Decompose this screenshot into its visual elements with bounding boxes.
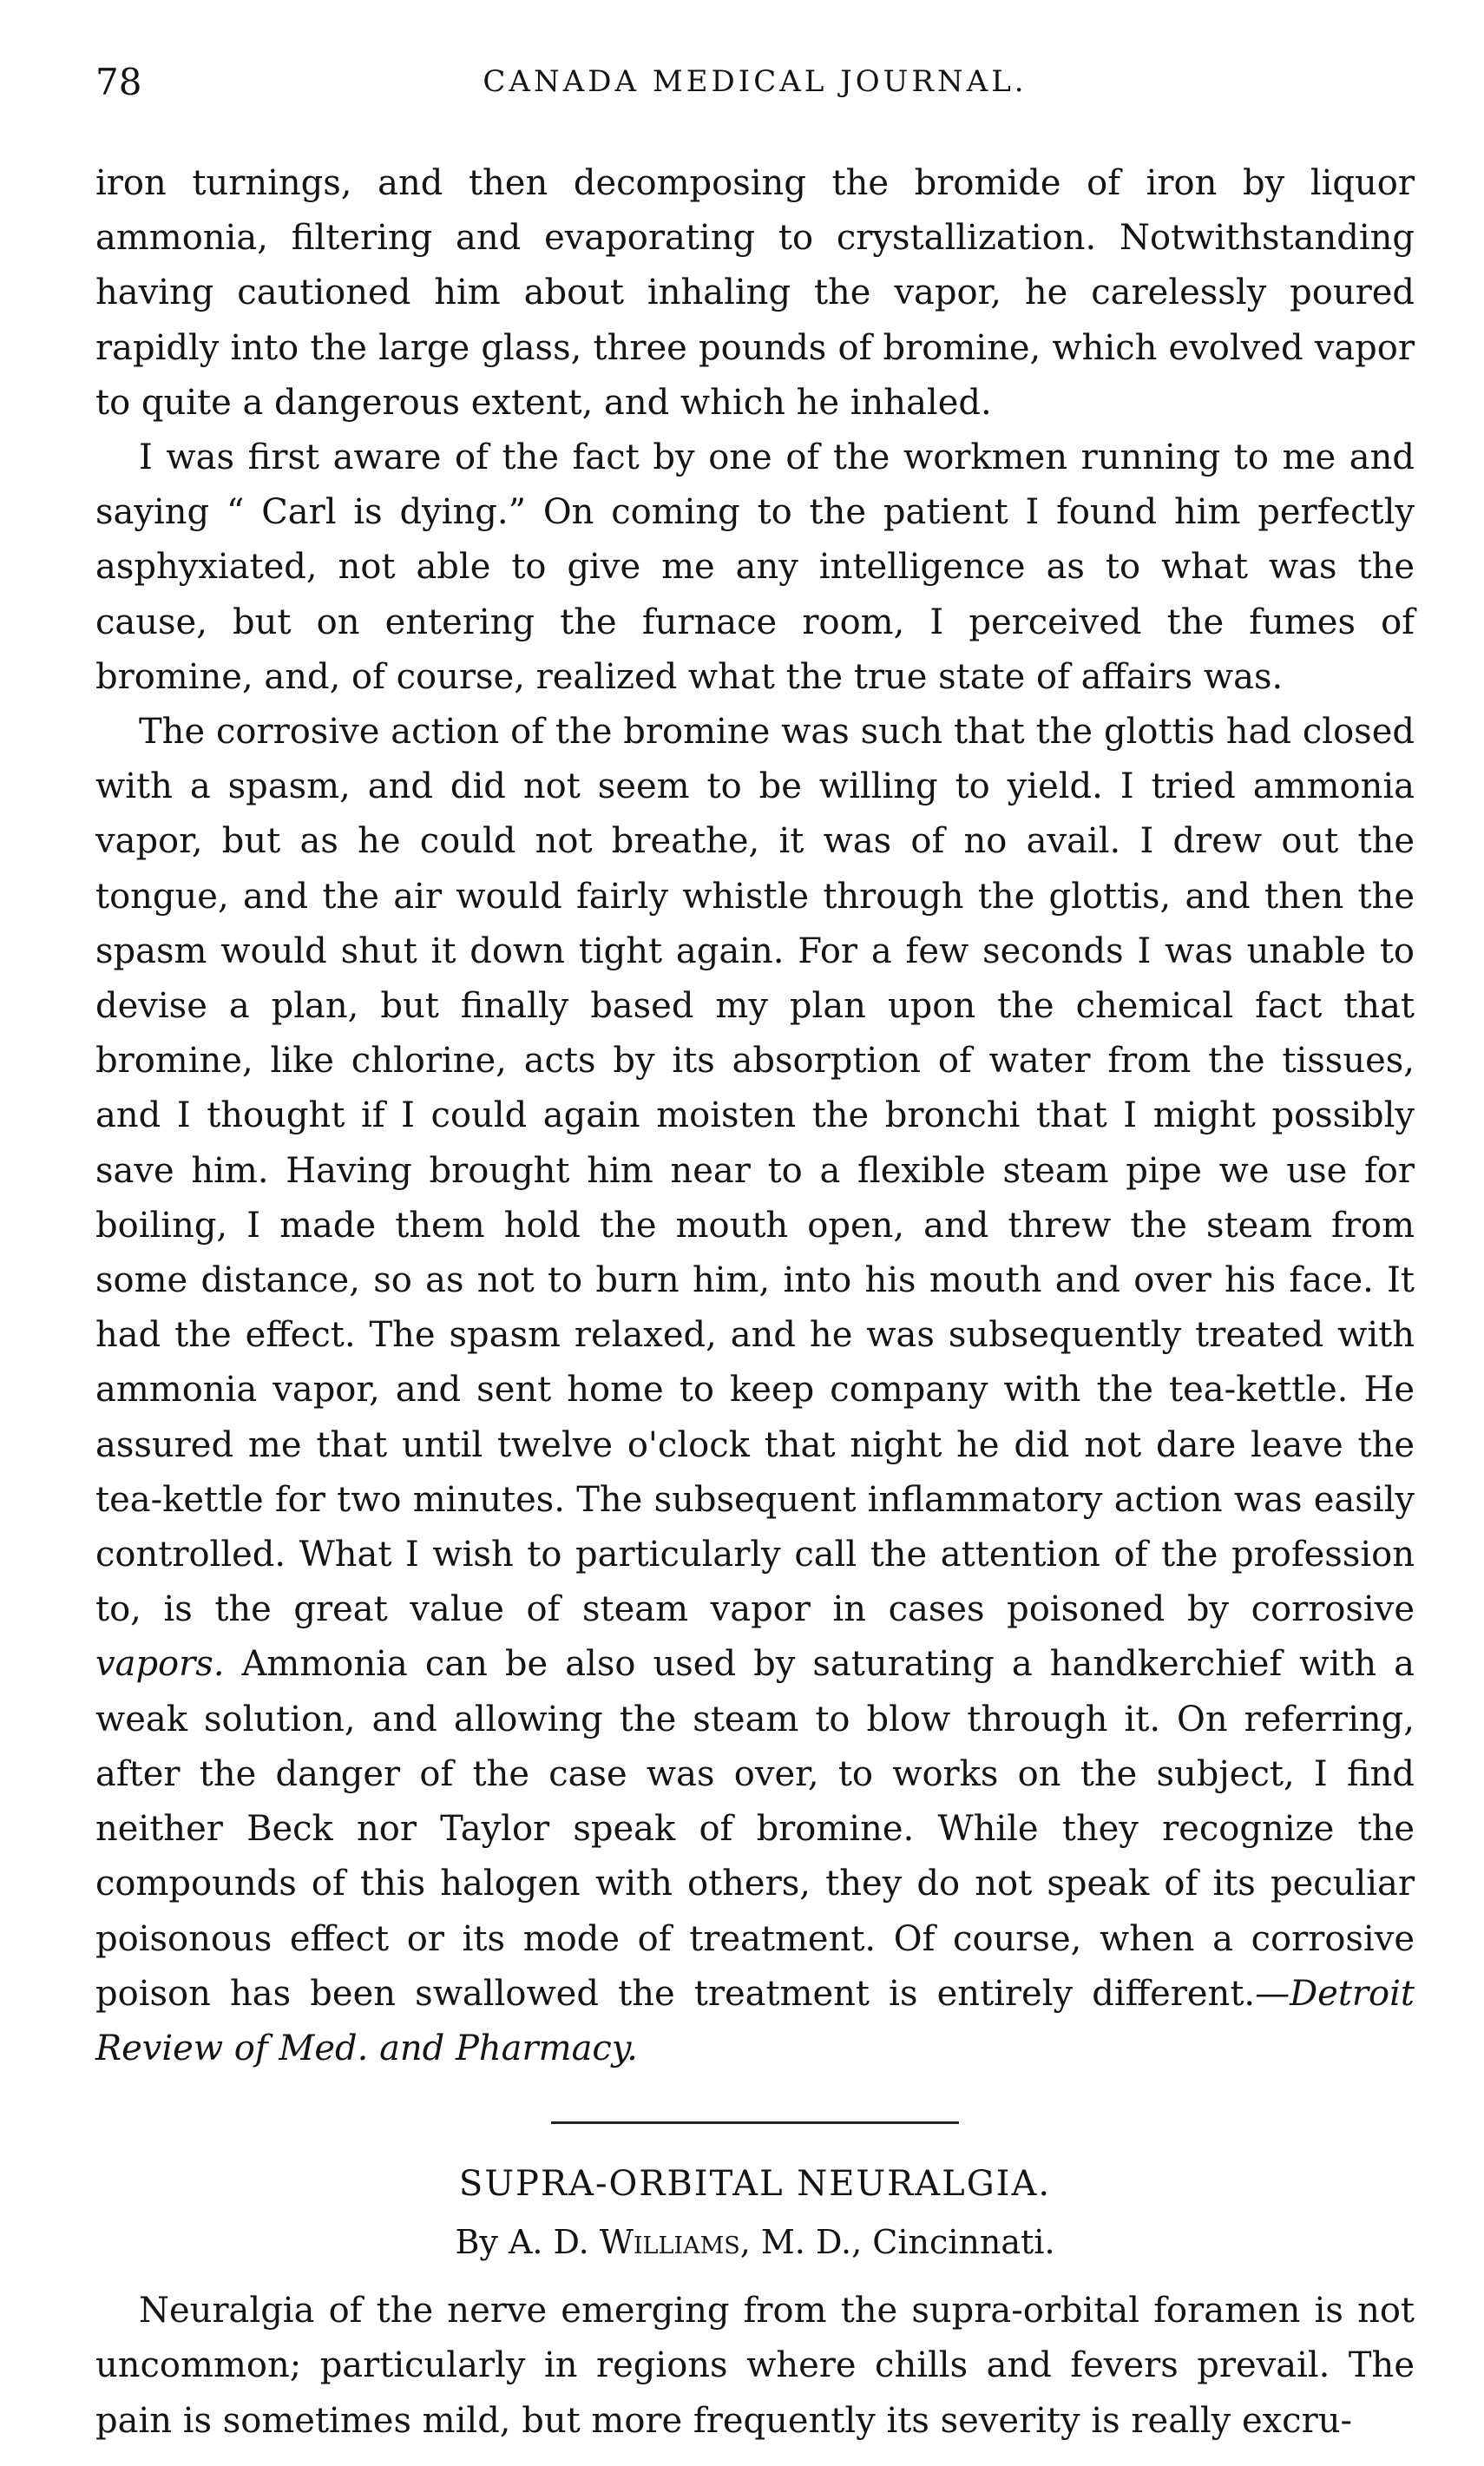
article-title: SUPRA-ORBITAL NEURALGIA. (458, 2164, 1052, 2205)
new-article-body (95, 2284, 1415, 2449)
paragraph-continuation: iron turnings, and then decomposing the bromide of iron by liquor ammonia, filtering and evaporating to crystallization. Notwithstanding having cautioned him about inhaling the vapor, he carelessly poured rapidly into the large glass, three pounds of bromine, which evolved vapor to quite a dangerous extent, and which he inhaled. (95, 163, 1415, 423)
article-byline (95, 2223, 1415, 2261)
byline-prefix: By (455, 2223, 498, 2262)
paragraph-neuralgia-opening: Neuralgia of the nerve emerging from the supra-orbital foramen is not uncommon; particularly in regions where chills and fevers prevail. The pain is sometimes mild, but more frequently its severity is really excru- (95, 2291, 1415, 2441)
section-divider (551, 2121, 959, 2124)
article-body (95, 156, 1415, 2076)
paragraph-text-continued: Ammonia can be also used by saturating a handkerchief with a weak solution, and allowing the steam to blow through it. On referring, after the danger of the case was over, to works on the subject, I find neither Beck nor Taylor speak of bromine. While they recognize the compounds of this halogen with others, they do not speak of its peculiar poisonous effect or its mode of treatment. Of course, when a corrosive poison has been swallowed the treatment is entirely different. (95, 1644, 1415, 2014)
byline-suffix: , M. D., Cincinnati. (739, 2223, 1055, 2262)
paragraph-first-aware: I was first aware of the fact by one of the workmen running to me and saying “ Carl is dying.” On coming to the patient I found him perfectly asphyxiated, not able to give me any intelligence as to what was the cause, but on entering the furnace room, I perceived the fumes of bromine, and, of course, realized what the true state of affairs was. (95, 437, 1415, 697)
page-number: 78 (95, 61, 142, 103)
running-head (95, 61, 1415, 122)
paragraph-text: The corrosive action of the bromine was such that the glottis had closed with a spasm, and did not seem to be willing to yield. I tried ammonia vapor, but as he could not breathe, it was of no avail. I drew out the tongue, and the air would fairly whistle through the glottis, and then the spasm would shut it down tight again. For a few seconds I was unable to devise a plan, but finally based my plan upon the chemical fact that bromine, like chlorine, acts by its absorption of water from the tissues, and I thought if I could again moisten the bronchi that I might possibly save him. Having brought him near to a flexible steam pipe we use for boiling, I made them hold the mouth open, and threw the steam from some distance, so as not to burn him, into his mouth and over his face. It had the effect. The spasm relaxed, and he was subsequently treated with ammonia vapor, and sent home to keep company with the tea-kettle. He assured me that until twelve o'clock that night he did not dare leave the tea-kettle for two minutes. The subsequent inflammatory action was easily controlled. What I wish to particularly call the attention of the profession to, is the great value of steam vapor in cases poisoned by corrosive (95, 712, 1415, 1630)
author-name: A. D. Williams (508, 2223, 740, 2262)
emphasis-vapors: vapors. (95, 1644, 225, 1685)
source-citation: —Detroit Review of Med. and Pharmacy. (95, 1973, 1415, 2068)
journal-title: CANADA MEDICAL JOURNAL. (483, 64, 1028, 99)
paragraph-corrosive-action (95, 705, 1415, 2076)
